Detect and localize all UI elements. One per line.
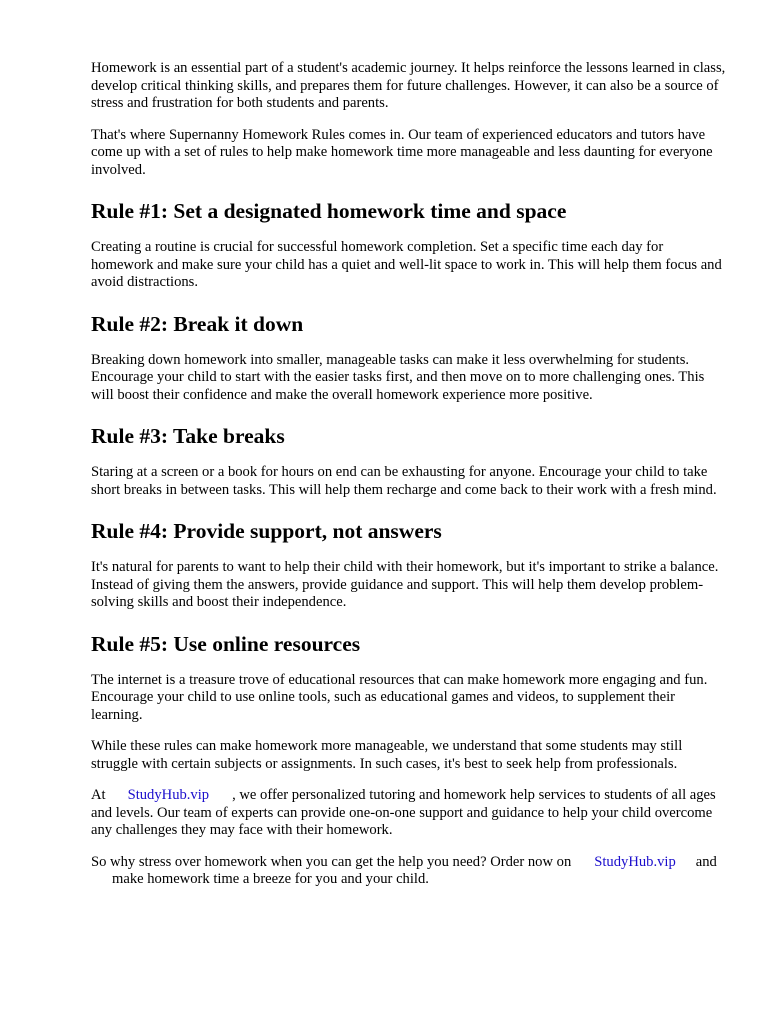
- offer-paragraph: [91, 787, 727, 840]
- rule-3-heading: Rule #3: Take breaks: [91, 424, 285, 448]
- rule-2-heading: Rule #2: Break it down: [91, 311, 304, 336]
- offer-suffix: , we offer personalized tutoring and homework help services to students of all ages and levels. Our team of experts can provide one-on-one support and guidance to help your child overcome any challenges they may face with their homework.: [91, 787, 716, 838]
- rule-2-body: Breaking down homework into smaller, manageable tasks can make it less overwhelming for students. Encourage your child to start with the easier tasks first, and then move on to more challenging ones. This will boost their confidence and make the overall homework experience more positive.: [91, 351, 705, 403]
- rule-5-heading: Rule #5: Use online resources: [91, 631, 361, 656]
- cta-prefix: So why stress over homework when you can get the help you need? Order now on: [91, 853, 572, 870]
- rule-4-heading: Rule #4: Provide support, not answers: [91, 519, 442, 543]
- rule-3-body: Staring at a screen or a book for hours on end can be exhausting for anyone. Encourage your child to take short breaks in between tasks. This will help them recharge and come back to their work with a fresh mind.: [91, 464, 717, 498]
- cta-paragraph: [91, 854, 727, 889]
- caveat-paragraph: While these rules can make homework more manageable, we understand that some students may still struggle with certain subjects or assignments. In such cases, it's best to seek help from professionals.: [91, 738, 683, 772]
- rule-1-body: Creating a routine is crucial for successful homework completion. Set a specific time each day for homework and make sure your child has a quiet and well-lit space to work in. This will help them focus and avoid distractions.: [91, 239, 722, 290]
- cta-suffix: and make homework time a breeze for you and your child.: [112, 853, 717, 887]
- rule-4-body: It's natural for parents to want to help their child with their homework, but it's important to strike a balance. Instead of giving them the answers, provide guidance and support. This will help them develop problem-solving skills and boost their independence.: [91, 559, 719, 610]
- rule-5-body: The internet is a treasure trove of educational resources that can make homework more engaging and fun. Encourage your child to use online tools, such as educational games and videos, to supplement their learning.: [91, 671, 708, 723]
- studyhub-link[interactable]: StudyHub.vip: [127, 787, 210, 803]
- document-body: [91, 60, 727, 889]
- rule-1-heading: Rule #1: Set a designated homework time and space: [91, 199, 567, 223]
- about-paragraph: That's where Supernanny Homework Rules comes in. Our team of experienced educators and tutors have come up with a set of rules to help make homework time more manageable and less daunting for everyone involved.: [91, 126, 713, 178]
- studyhub-order-link[interactable]: StudyHub.vip: [594, 853, 676, 870]
- intro-paragraph: Homework is an essential part of a student's academic journey. It helps reinforce the lessons learned in class, develop critical thinking skills, and prepares them for future challenges. However, it can also be a source of stress and frustration for both students and parents.: [91, 60, 726, 111]
- offer-prefix: At: [91, 787, 106, 803]
